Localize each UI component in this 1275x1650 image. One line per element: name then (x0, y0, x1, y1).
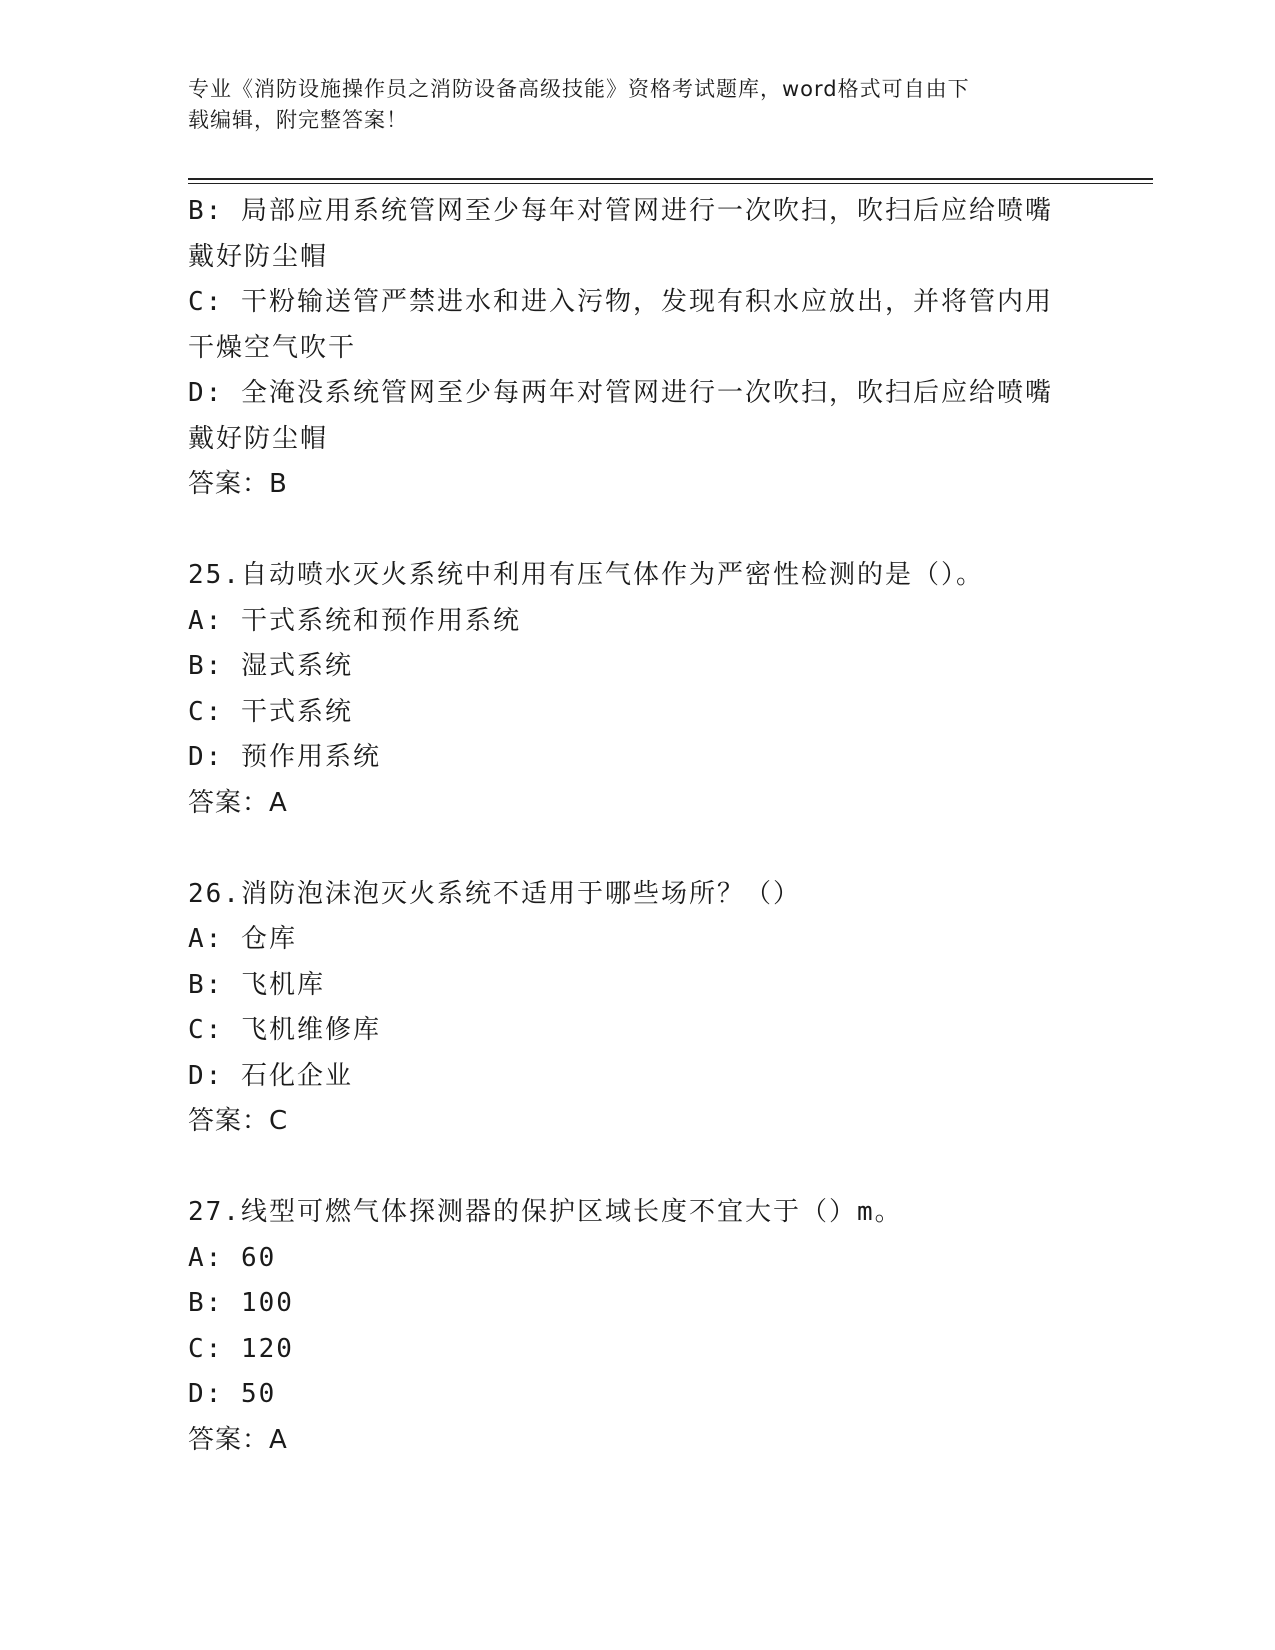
spacer (188, 508, 1088, 554)
answer: 答案：A (188, 1424, 288, 1455)
question-fragment (188, 189, 1088, 508)
option-b: B: 100 (188, 1288, 294, 1318)
option-d-line-2: 戴好防尘帽 (188, 423, 329, 454)
question-stem: 25.自动喷水灭火系统中利用有压气体作为严密性检测的是（）。 (188, 560, 984, 590)
header-rule-thick (188, 178, 1153, 180)
option-c-line-2: 干燥空气吹干 (188, 332, 357, 363)
option-c: C: 干式系统 (188, 696, 353, 727)
question-27 (188, 1190, 1088, 1463)
option-a: A: 仓库 (188, 924, 297, 954)
answer: 答案：A (188, 787, 288, 818)
option-a: A: 干式系统和预作用系统 (188, 605, 521, 636)
question-25 (188, 553, 1088, 826)
option-c-line-1: C: 干粉输送管严禁进水和进入污物，发现有积水应放出，并将管内用 (188, 287, 1053, 317)
option-b: B: 飞机库 (188, 969, 325, 1000)
spacer (188, 826, 1088, 872)
question-body (188, 189, 1088, 1463)
question-stem: 27.线型可燃气体探测器的保护区域长度不宜大于（）m。 (188, 1197, 903, 1227)
option-b-line-2: 戴好防尘帽 (188, 241, 329, 272)
option-d-line-1: D: 全淹没系统管网至少每两年对管网进行一次吹扫，吹扫后应给喷嘴 (188, 378, 1053, 408)
option-c: C: 飞机维修库 (188, 1015, 381, 1045)
spacer (188, 1145, 1088, 1191)
header-line-1: 专业《消防设施操作员之消防设备高级技能》资格考试题库，word格式可自由下 (188, 77, 970, 101)
option-c: C: 120 (188, 1333, 294, 1364)
option-b: B: 湿式系统 (188, 651, 353, 681)
header-rule-thin (188, 183, 1153, 184)
option-d: D: 石化企业 (188, 1060, 353, 1091)
answer: 答案：B (188, 469, 288, 499)
question-26 (188, 872, 1088, 1145)
option-d: D: 预作用系统 (188, 742, 381, 772)
document-header (188, 74, 1088, 136)
option-b-line-1: B: 局部应用系统管网至少每年对管网进行一次吹扫，吹扫后应给喷嘴 (188, 196, 1053, 226)
header-line-2: 载编辑，附完整答案！ (188, 108, 408, 132)
option-d: D: 50 (188, 1379, 277, 1409)
answer: 答案：C (188, 1106, 289, 1136)
question-stem: 26.消防泡沫泡灭火系统不适用于哪些场所？（） (188, 878, 801, 909)
option-a: A: 60 (188, 1242, 277, 1273)
